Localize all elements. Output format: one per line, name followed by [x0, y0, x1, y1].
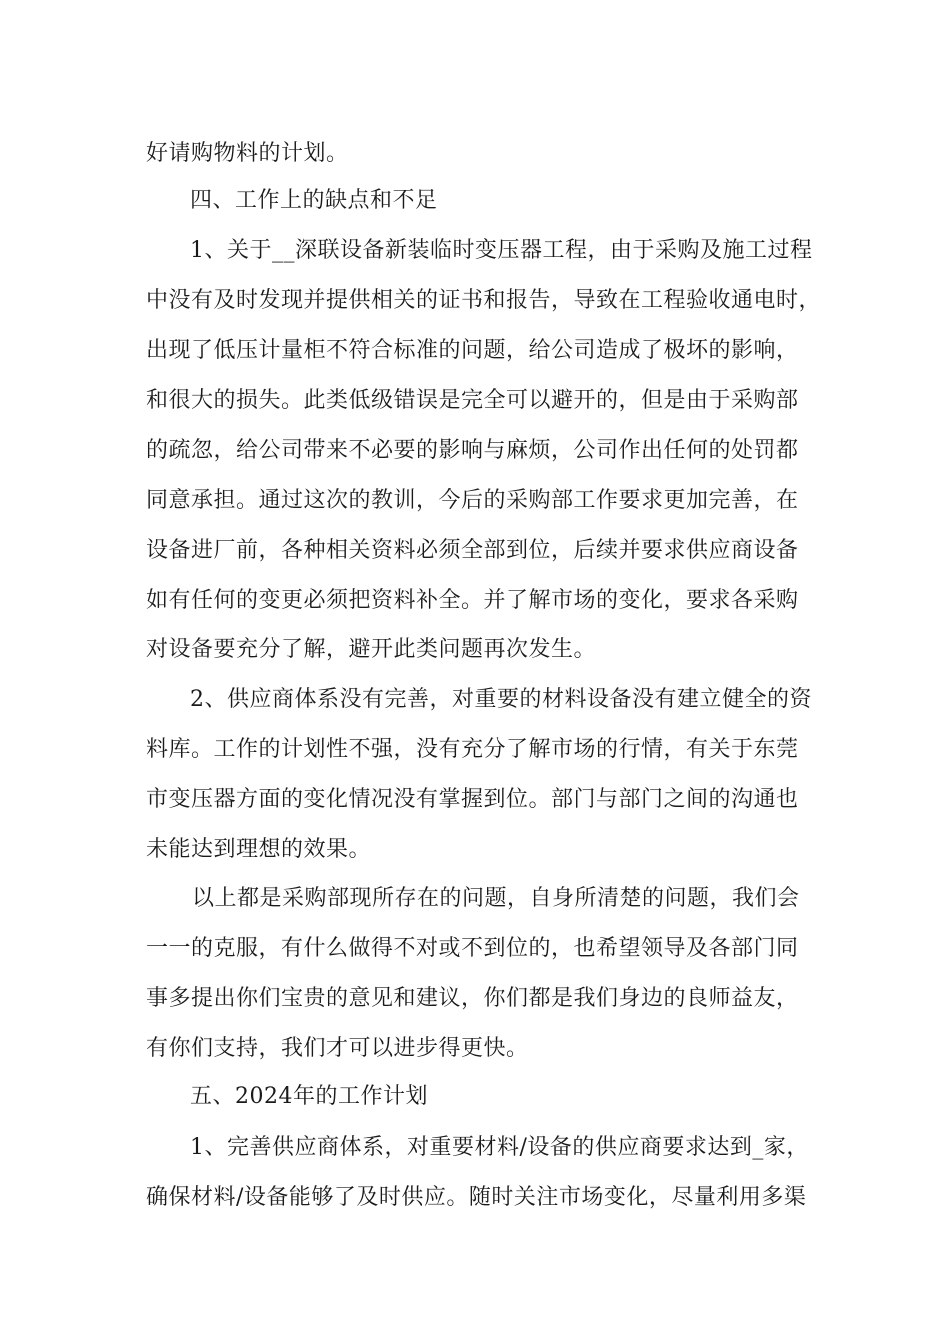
paragraph-line: 1、关于__深联设备新装临时变压器工程，由于采购及施工过程: [190, 238, 813, 263]
paragraph-line: 中没有及时发现并提供相关的证书和报告，导致在工程验收通电时，: [146, 288, 822, 313]
paragraph-line: 市变压器方面的变化情况没有掌握到位。部门与部门之间的沟通也: [146, 787, 799, 812]
paragraph-line: 同意承担。通过这次的教训，今后的采购部工作要求更加完善，在: [146, 488, 799, 513]
paragraph-line: 以上都是采购部现所存在的问题，自身所清楚的问题，我们会: [192, 886, 800, 911]
paragraph-line: 事多提出你们宝贵的意见和建议，你们都是我们身边的良师益友，: [146, 986, 799, 1011]
paragraph-line: 未能达到理想的效果。: [146, 837, 372, 862]
paragraph-line: 1、完善供应商体系，对重要材料/设备的供应商要求达到_家，: [190, 1135, 809, 1160]
section-heading: 四、工作上的缺点和不足: [190, 188, 438, 213]
section-heading: 五、2024年的工作计划: [190, 1084, 428, 1109]
paragraph-line: 如有任何的变更必须把资料补全。并了解市场的变化，要求各采购: [146, 588, 799, 613]
paragraph-line: 确保材料/设备能够了及时供应。随时关注市场变化，尽量利用多渠: [146, 1185, 807, 1210]
paragraph-line: 2、供应商体系没有完善，对重要的材料设备没有建立健全的资: [190, 687, 812, 712]
paragraph-line: 设备进厂前，各种相关资料必须全部到位，后续并要求供应商设备: [146, 538, 799, 563]
paragraph-line: 一一的克服，有什么做得不对或不到位的，也希望领导及各部门同: [146, 936, 799, 961]
paragraph-line: 有你们支持，我们才可以进步得更快。: [146, 1036, 529, 1061]
paragraph-line: 和很大的损失。此类低级错误是完全可以避开的，但是由于采购部: [146, 388, 799, 413]
paragraph-line: 出现了低压计量柜不符合标准的问题，给公司造成了极坏的影响，: [146, 338, 799, 363]
paragraph-line: 对设备要充分了解，避开此类问题再次发生。: [146, 637, 597, 662]
paragraph-line: 料库。工作的计划性不强，没有充分了解市场的行情，有关于东莞: [146, 737, 799, 762]
paragraph-line: 好请购物料的计划。: [146, 141, 349, 166]
paragraph-line: 的疏忽，给公司带来不必要的影响与麻烦，公司作出任何的处罚都: [146, 438, 799, 463]
